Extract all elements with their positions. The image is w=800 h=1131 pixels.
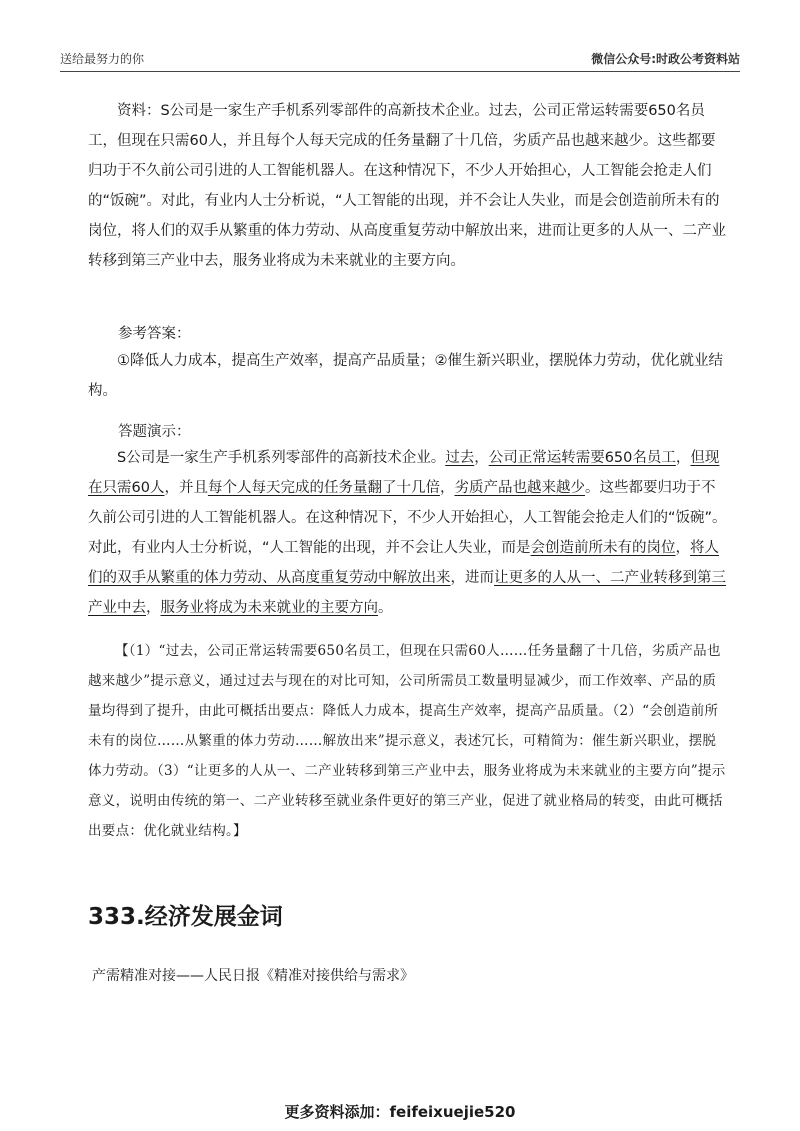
demo-text-segment: ，并且 [164, 480, 208, 496]
demo-paragraph [88, 443, 728, 623]
demo-text-segment: ，进而 [450, 570, 494, 586]
underlined-key-phrase: 服务业将成为未来就业的主要方向 [160, 600, 378, 616]
reference-answer: ①降低人力成本，提高生产效率，提高产品质量；②催生新兴职业，摆脱体力劳动，优化就业结构。 [88, 353, 723, 399]
underlined-key-phrase: 劣质产品也越来越少 [454, 480, 585, 496]
underlined-key-phrase: 让更多的人从一、二产业转移到第三产业中去 [88, 570, 726, 616]
page-header [60, 50, 740, 72]
header-right-text: 微信公众号:时政公考资料站 [591, 52, 740, 66]
demo-text-segment: ， [439, 480, 455, 496]
reference-label: 参考答案： [118, 326, 191, 342]
underlined-key-phrase: 将人们的双手从繁重的体力劳动、从高度重复劳动中解放出来 [88, 540, 720, 586]
underlined-key-phrase: 公司正常运转需要650名员工 [488, 450, 676, 466]
material-paragraph: 资料：S公司是一家生产手机系列零部件的高新技术企业。过去，公司正常运转需要650名员工，但现在只需60人，并且每个人每天完成的任务量翻了十几倍，劣质产品也越来越少。这些都要归功于不久前公司引进的人工智能机器人。在这种情况下，不少人开始担心，人工智能会抢走人们的“饭碗”。对此，有业内人士分析说，“人工智能的出现，并不会让人失业，而是会创造前所未有的岗位，将人们的双手从繁重的体力劳动、从高度重复劳动中解放出来，进而让更多的人从一、二产业转移到第三产业中去，服务业将成为未来就业的主要方向。 [88, 103, 726, 269]
section-title: 333.经济发展金词 [88, 904, 283, 930]
demo-text-segment: S公司是一家生产手机系列零部件的高新技术企业。 [117, 450, 446, 466]
demo-text-segment: 。 [378, 600, 393, 616]
demo-text-segment: 。这些都要归功于不久前公司引进的人工智能机器人。在这种情况下，不少人开始担心，人工智能会抢走人们的“饭碗”。对此，有业内人士分析说，“人工智能的出现，并不会让人失业，而是 [88, 480, 727, 556]
demo-text-segment: ， [675, 450, 691, 466]
underlined-key-phrase: 但现在只需60人 [88, 450, 720, 496]
underlined-key-phrase: 每个人每天完成的任务量翻了十几倍 [207, 480, 440, 496]
demo-text-segment: ， [474, 450, 489, 466]
underlined-key-phrase: 会创造前所未有的岗位 [530, 540, 676, 556]
section-quote: 产需精准对接——人民日报《精准对接供给与需求》 [92, 968, 414, 984]
demo-text-segment: ， [146, 600, 161, 616]
demo-text-segment: ， [675, 540, 691, 556]
analysis-paragraph: 【（1）“过去，公司正常运转需要650名员工，但现在只需60人……任务量翻了十几倍，劣质产品也越来越少”提示意义，通过过去与现在的对比可知，公司所需员工数量明显减少，而工作效率、产品的质量均得到了提升，由此可概括出要点：降低人力成本，提高生产效率，提高产品质量。（2）“会创造前所未有的岗位……从繁重的体力劳动……解放出来”提示意义，表述冗长，可精简为：催生新兴职业，摆脱体力劳动。（3）“让更多的人从一、二产业转移到第三产业中去，服务业将成为未来就业的主要方向”提示意义，说明由传统的第一、二产业转移至就业条件更好的第三产业，促进了就业格局的转变，由此可概括出要点：优化就业结构。】 [88, 643, 726, 839]
header-left-text: 送给最努力的你 [60, 52, 145, 66]
footer-contact: 更多资料添加：feifeixuejie520 [284, 1103, 516, 1121]
underlined-key-phrase: 过去 [445, 450, 475, 466]
demo-label: 答题演示： [118, 424, 191, 440]
